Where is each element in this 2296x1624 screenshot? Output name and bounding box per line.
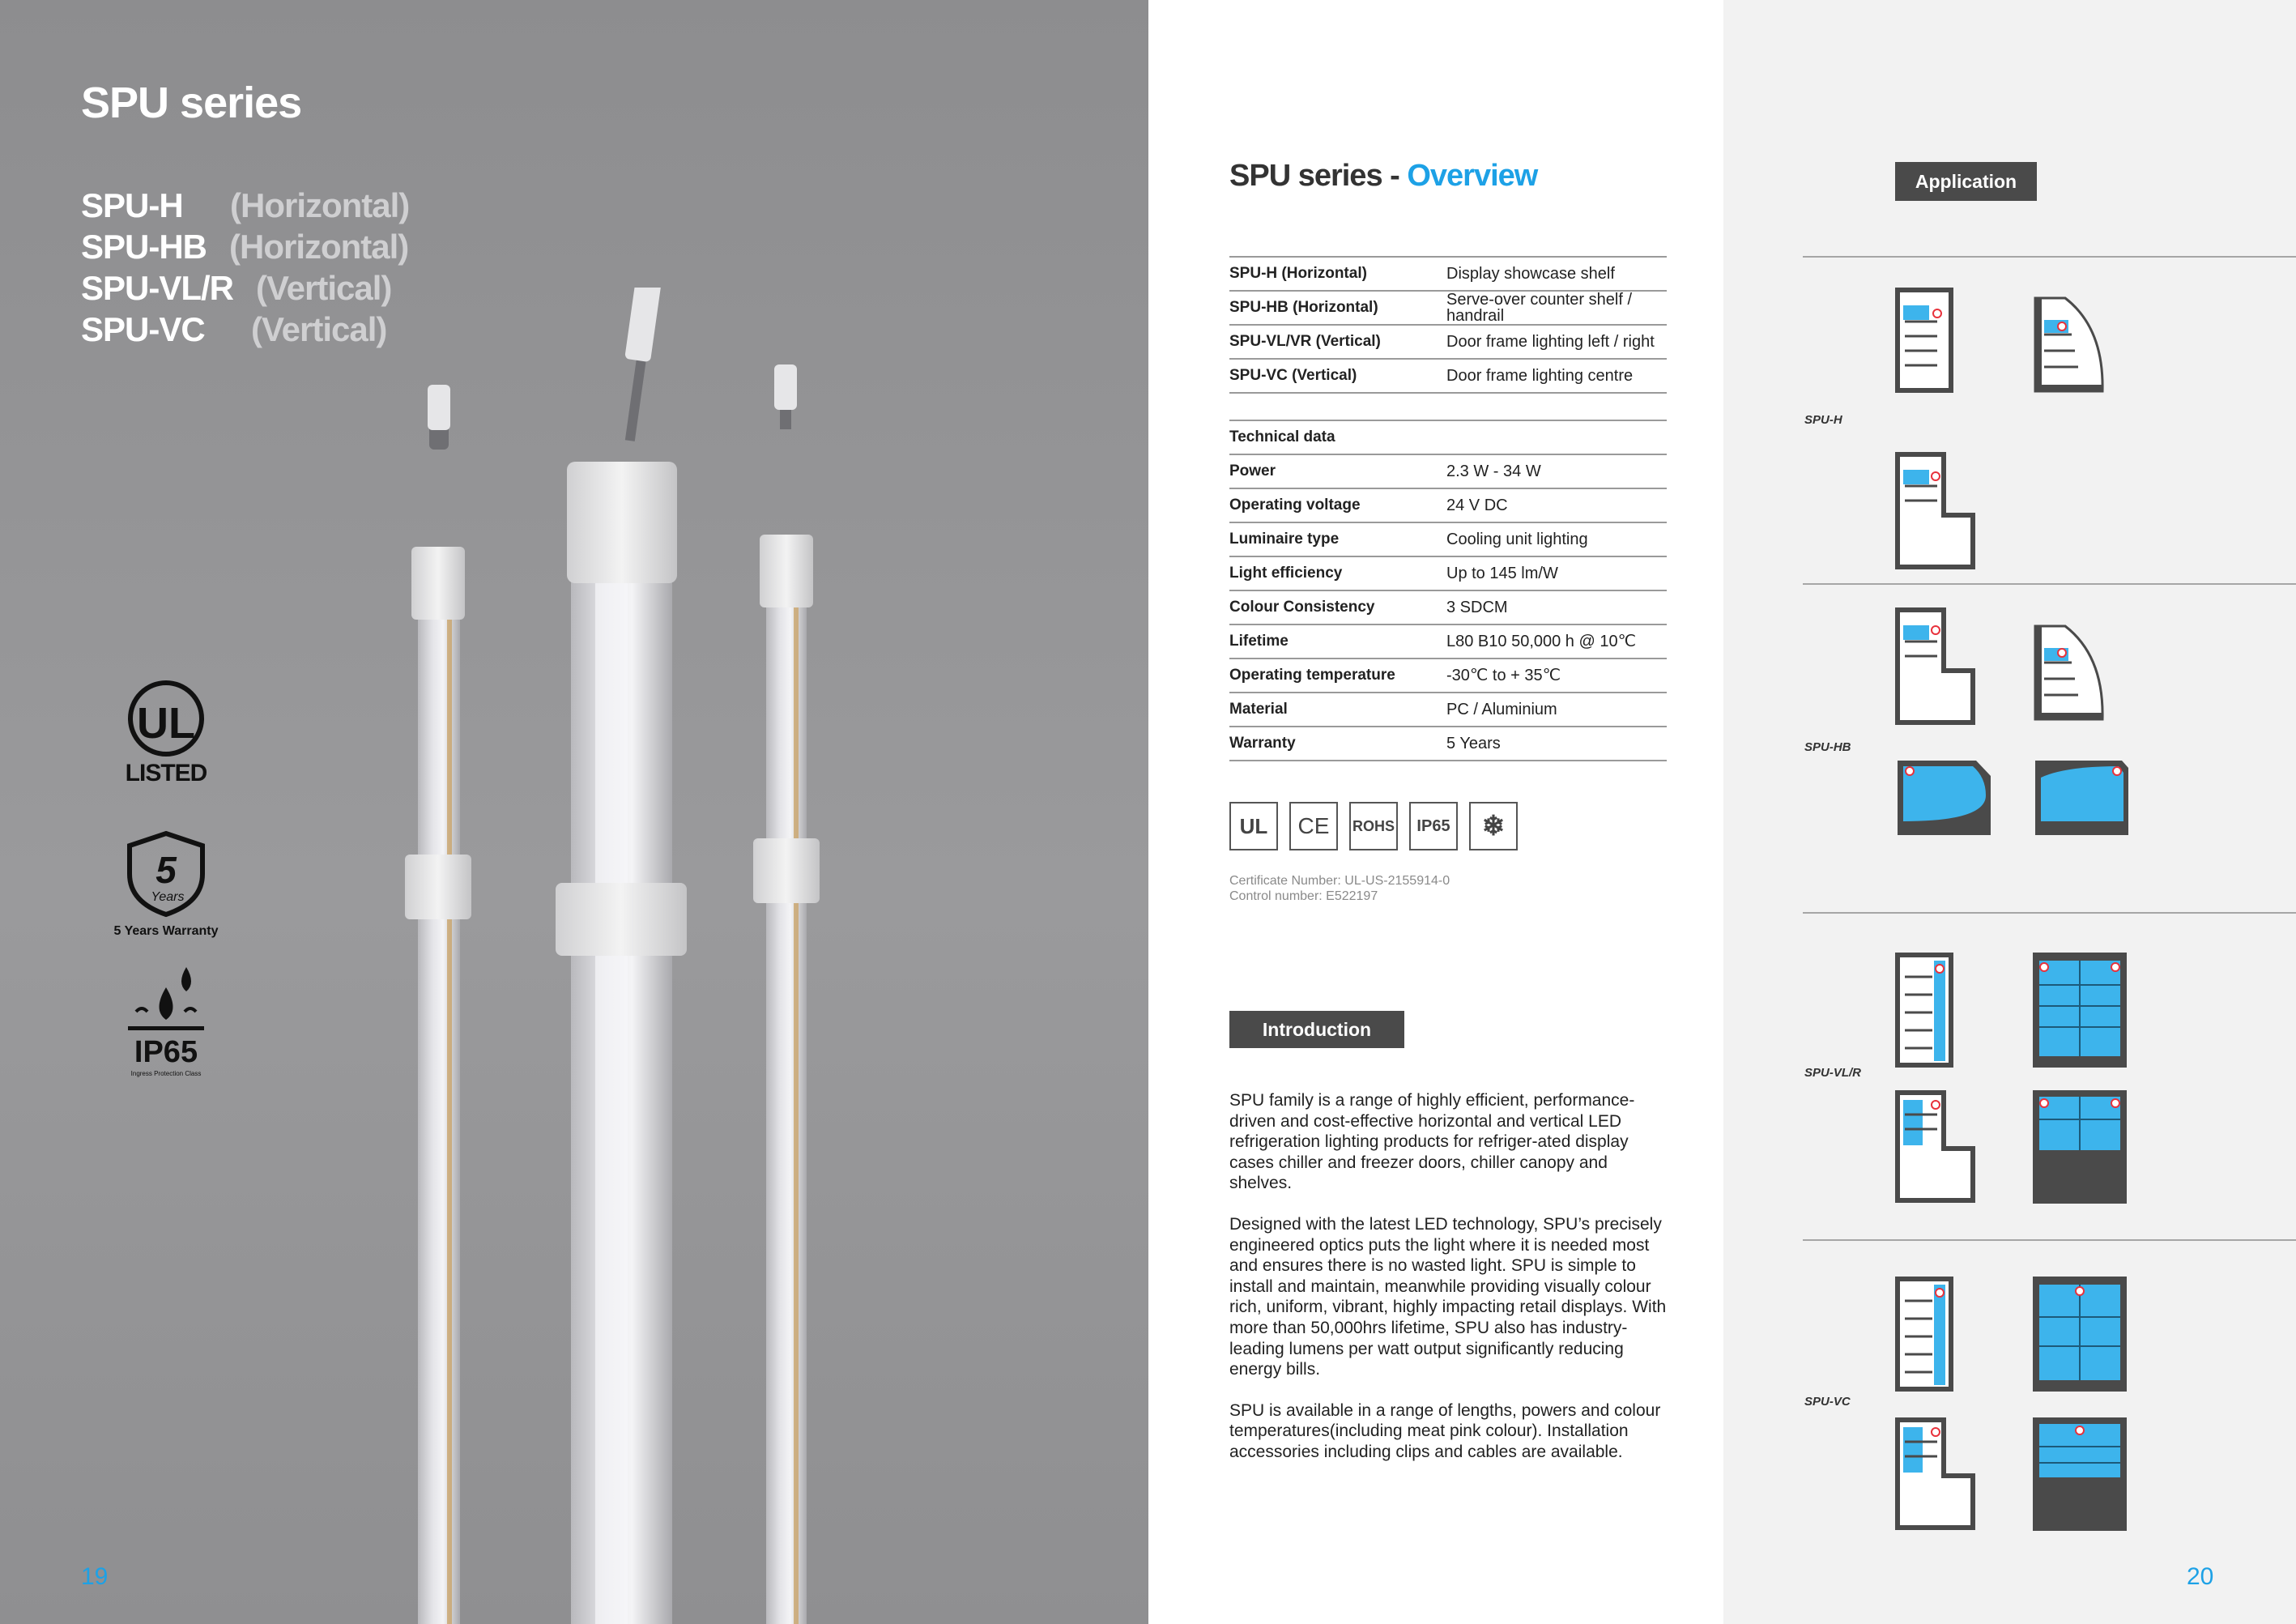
spec-value: PC / Aluminium bbox=[1446, 693, 1667, 727]
model-list bbox=[81, 186, 410, 352]
divider bbox=[1803, 256, 2296, 258]
model-key: SPU-H (Horizontal) bbox=[1229, 257, 1446, 291]
certification-icons bbox=[1229, 802, 1518, 850]
counter-cabinet-icon bbox=[1895, 452, 1976, 570]
divider bbox=[1803, 912, 2296, 914]
warranty-badge bbox=[113, 787, 219, 939]
overview-page bbox=[1148, 0, 1723, 1624]
model-row-spu-h bbox=[81, 186, 410, 228]
model-row-spu-vlr bbox=[81, 269, 392, 310]
spec-value: 5 Years bbox=[1446, 727, 1667, 761]
spec-value: Cooling unit lighting bbox=[1446, 522, 1667, 556]
intro-paragraph: SPU family is a range of highly efficient, performance-driven and cost-effective horizontal and vertical LED refrigeration lighting products for refriger-ated display cases chiller and freezer doors, chiller canopy and shelves. bbox=[1229, 1091, 1635, 1193]
serve-over-counter-icon bbox=[1895, 758, 1994, 838]
table-row bbox=[1229, 359, 1667, 393]
model-code: SPU-VC bbox=[81, 310, 205, 348]
certificate-numbers bbox=[1229, 873, 1450, 904]
spec-key: Luminaire type bbox=[1229, 522, 1446, 556]
table-row bbox=[1229, 488, 1667, 522]
ul-logo-icon: UL bbox=[128, 680, 204, 757]
application-label: Application bbox=[1895, 162, 2037, 201]
table-row bbox=[1229, 454, 1667, 488]
spec-key: Operating temperature bbox=[1229, 659, 1446, 693]
model-key: SPU-VC (Vertical) bbox=[1229, 359, 1446, 393]
ip65-icon: IP65 bbox=[1409, 802, 1458, 850]
door-frame-cabinet-icon bbox=[1895, 953, 1953, 1068]
section-label-spu-hb: SPU-HB bbox=[1804, 740, 1851, 754]
model-orientation: (Vertical) bbox=[256, 269, 392, 307]
model-value: Door frame lighting centre bbox=[1446, 359, 1667, 393]
model-value: Serve-over counter shelf / handrail bbox=[1446, 291, 1667, 325]
counter-cabinet-icon bbox=[1895, 1417, 1976, 1531]
series-title: SPU series bbox=[81, 79, 302, 127]
page-number-right: 20 bbox=[2187, 1563, 2214, 1590]
overview-title bbox=[1229, 159, 1537, 194]
model-orientation: (Horizontal) bbox=[229, 228, 409, 266]
table-row bbox=[1229, 659, 1667, 693]
spec-key: Power bbox=[1229, 454, 1446, 488]
ip65-badge bbox=[113, 939, 219, 1077]
certificate-number: Certificate Number: UL-US-2155914-0 bbox=[1229, 874, 1450, 888]
model-row-spu-vc bbox=[81, 310, 387, 352]
spec-value: -30℃ to + 35℃ bbox=[1446, 659, 1667, 693]
curved-showcase-icon bbox=[2033, 296, 2106, 394]
table-row bbox=[1229, 291, 1667, 325]
divider bbox=[1803, 1239, 2296, 1241]
warranty-word: Years bbox=[151, 890, 185, 904]
table-row bbox=[1229, 693, 1667, 727]
ul-icon: UL bbox=[1229, 802, 1278, 850]
introduction-text bbox=[1229, 1090, 1667, 1483]
table-row bbox=[1229, 257, 1667, 291]
warranty-label: 5 Years Warranty bbox=[113, 924, 219, 938]
spec-key: Light efficiency bbox=[1229, 556, 1446, 590]
glass-door-chiller-icon bbox=[2033, 1417, 2127, 1531]
door-frame-cabinet-icon bbox=[1895, 1277, 1953, 1392]
section-label-spu-h: SPU-H bbox=[1804, 413, 1842, 427]
overview-title-main: SPU series - bbox=[1229, 159, 1408, 193]
divider bbox=[1803, 583, 2296, 585]
model-code: SPU-HB bbox=[81, 228, 207, 266]
control-number: Control number: E522197 bbox=[1229, 889, 1378, 903]
table-row bbox=[1229, 624, 1667, 659]
shield-icon bbox=[121, 829, 211, 919]
shelf-cabinet-icon bbox=[1895, 288, 1953, 393]
table-row bbox=[1229, 590, 1667, 624]
table-header-row bbox=[1229, 420, 1667, 454]
ce-icon: CE bbox=[1289, 802, 1338, 850]
table-row bbox=[1229, 325, 1667, 359]
ip-sub-label: Ingress Protection Class bbox=[130, 1070, 202, 1077]
model-value: Display showcase shelf bbox=[1446, 257, 1667, 291]
glass-door-freezer-icon bbox=[2033, 953, 2127, 1068]
spec-key: Lifetime bbox=[1229, 624, 1446, 659]
warranty-number: 5 bbox=[155, 849, 177, 891]
glass-door-chiller-icon bbox=[2033, 1090, 2127, 1204]
spec-value: Up to 145 lm/W bbox=[1446, 556, 1667, 590]
section-label-spu-vlr: SPU-VL/R bbox=[1804, 1066, 1862, 1080]
spec-value: 2.3 W - 34 W bbox=[1446, 454, 1667, 488]
ul-listed-badge bbox=[113, 680, 219, 787]
model-orientation: (Horizontal) bbox=[230, 186, 410, 224]
certification-badges bbox=[113, 680, 219, 1077]
application-page bbox=[1723, 0, 2296, 1624]
model-code: SPU-H bbox=[81, 186, 183, 224]
introduction-label: Introduction bbox=[1229, 1011, 1404, 1048]
snowflake-icon: ❄ bbox=[1469, 802, 1518, 850]
model-row-spu-hb bbox=[81, 228, 409, 269]
section-label-spu-vc: SPU-VC bbox=[1804, 1395, 1851, 1409]
led-tubes-photo bbox=[389, 288, 875, 1624]
ip-rating: IP65 bbox=[134, 1035, 198, 1069]
spec-key: Operating voltage bbox=[1229, 488, 1446, 522]
model-key: SPU-VL/VR (Vertical) bbox=[1229, 325, 1446, 359]
table-row bbox=[1229, 556, 1667, 590]
table-row bbox=[1229, 727, 1667, 761]
technical-data-table bbox=[1229, 420, 1667, 761]
rohs-icon: ROHS bbox=[1349, 802, 1398, 850]
model-code: SPU-VL/R bbox=[81, 269, 234, 307]
glass-door-freezer-icon bbox=[2033, 1277, 2127, 1392]
page-number-left: 19 bbox=[81, 1563, 109, 1590]
model-value: Door frame lighting left / right bbox=[1446, 325, 1667, 359]
intro-paragraph: SPU is available in a range of lengths, powers and colour temperatures(including meat pink colour). Installation accessories including clips and cables are available. bbox=[1229, 1400, 1661, 1461]
counter-cabinet-icon bbox=[1895, 1090, 1976, 1204]
spec-value: L80 B10 50,000 h @ 10℃ bbox=[1446, 624, 1667, 659]
spec-key: Colour Consistency bbox=[1229, 590, 1446, 624]
technical-header: Technical data bbox=[1229, 420, 1667, 454]
spec-value: 3 SDCM bbox=[1446, 590, 1667, 624]
serve-over-counter-icon bbox=[2033, 758, 2132, 838]
models-table bbox=[1229, 256, 1667, 394]
table-row bbox=[1229, 522, 1667, 556]
water-drops-icon bbox=[121, 963, 211, 1036]
curved-showcase-icon bbox=[2033, 624, 2106, 722]
overview-title-accent: Overview bbox=[1407, 159, 1538, 193]
intro-paragraph: Designed with the latest LED technology, SPU’s precisely engineered optics puts the light where it is needed most and ensures there is no wasted light. SPU is simple to install and maintain, meanwhile providing visually colour rich, uniform, vibrant, highly impacting retail displays. With more than 50,000hrs lifetime, SPU also has industry- leading lumens per watt output significantly reducing energy bills. bbox=[1229, 1214, 1667, 1379]
model-orientation: (Vertical) bbox=[251, 310, 387, 348]
spec-key: Material bbox=[1229, 693, 1446, 727]
ul-listed-label: LISTED bbox=[125, 760, 207, 786]
spec-value: 24 V DC bbox=[1446, 488, 1667, 522]
model-key: SPU-HB (Horizontal) bbox=[1229, 291, 1446, 325]
counter-cabinet-icon bbox=[1895, 607, 1976, 726]
spec-key: Warranty bbox=[1229, 727, 1446, 761]
